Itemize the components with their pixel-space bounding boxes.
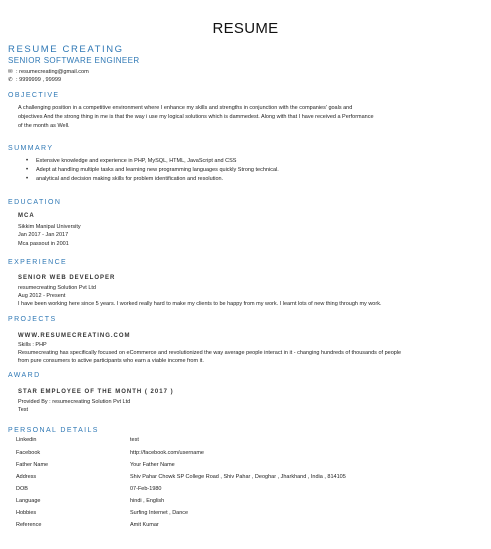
- personal-key: Address: [16, 474, 37, 480]
- experience-description: I have been working here since 5 years. I worked really hard to make my clients to be happy from my work. I learnt lots of new thing through my work.: [18, 301, 382, 307]
- experience-company: resumecreating Solution Pvt Ltd: [18, 285, 96, 291]
- envelope-icon: ✉: [8, 69, 13, 75]
- projects-heading: PROJECTS: [8, 316, 57, 323]
- objective-line-1: A challenging position in a competitive environment where I enhance my skills and strengths in conjunction with the companies' goals and: [18, 105, 353, 111]
- personal-key: Language: [16, 498, 41, 504]
- experience-position: SENIOR WEB DEVELOPER: [18, 275, 116, 281]
- personal-value: Your Father Name: [130, 462, 175, 468]
- candidate-name: RESUME CREATING: [8, 44, 124, 55]
- personal-value: http://facebook.com/username: [130, 450, 204, 456]
- email-text: : resumecreating@gmail.com: [16, 69, 89, 75]
- personal-key: Reference: [16, 522, 42, 528]
- award-note: Test: [18, 407, 29, 413]
- education-school: Sikkim Manipal University: [18, 224, 81, 230]
- education-heading: EDUCATION: [8, 199, 62, 206]
- list-item: • Extensive knowledge and experience in PHP, MySQL, HTML, JavaScript and CSS: [26, 157, 279, 166]
- project-name: WWW.RESUMECREATING.COM: [18, 333, 131, 339]
- personal-key: Hobbies: [16, 510, 37, 516]
- objective-heading: OBJECTIVE: [8, 92, 60, 99]
- project-description-line-2: from pure consumers to active participants who earn a viable income from it.: [18, 358, 204, 364]
- objective-line-2: objectives And the strong thing in me is that the way i use my logical solutions which is dammedest. Along with that I have received a Performance: [18, 114, 374, 120]
- summary-list: [26, 157, 279, 184]
- list-item: • Adept at handling multiple tasks and learning new programming languages quickly Strong technical.: [26, 166, 279, 175]
- award-provider: Provided By : resumecreating Solution Pvt Ltd: [18, 399, 131, 405]
- experience-heading: EXPERIENCE: [8, 259, 68, 266]
- personal-value: Shiv Pahar Chowk SP College Road , Shiv Pahar , Deoghar , Jharkhand , India , 814105: [130, 474, 346, 480]
- personal-key: DOB: [16, 486, 28, 492]
- objective-line-3: of the month as Well.: [18, 123, 70, 129]
- award-title: STAR EMPLOYEE OF THE MONTH ( 2017 ): [18, 389, 174, 395]
- document-title: RESUME: [212, 20, 279, 37]
- education-note: Mca passout in 2001: [18, 241, 69, 247]
- personal-value: Amit Kumar: [130, 522, 159, 528]
- personal-key: Father Name: [16, 462, 49, 468]
- phone-text: : 9999999 , 99999: [16, 77, 62, 83]
- contact-email: [8, 69, 89, 75]
- personal-key: Facebook: [16, 450, 41, 456]
- personal-value: 07-Feb-1980: [130, 486, 162, 492]
- personal-value: hindi , English: [130, 498, 165, 504]
- education-period: Jan 2017 - Jan 2017: [18, 232, 69, 238]
- award-heading: AWARD: [8, 372, 41, 379]
- personal-value: test: [130, 437, 139, 443]
- personal-key: Linkedin: [16, 437, 37, 443]
- list-item: • analytical and decision making skills for problem identification and resolution.: [26, 175, 279, 184]
- summary-heading: SUMMARY: [8, 145, 54, 152]
- personal-details-heading: PERSONAL DETAILS: [8, 427, 99, 434]
- project-description-line-1: Resumecreating has specifically focused on eCommerce and revolutionized the way average people interact in it - changing hundreds of thousands of people: [18, 350, 402, 356]
- experience-period: Aug 2012 - Present: [18, 293, 66, 299]
- personal-value: Surfing Internet , Dance: [130, 510, 189, 516]
- project-skills: Skills : PHP: [18, 342, 47, 348]
- phone-icon: ✆: [8, 77, 13, 83]
- education-degree: MCA: [18, 213, 35, 219]
- contact-phone: [8, 77, 61, 83]
- candidate-role: SENIOR SOFTWARE ENGINEER: [8, 56, 140, 65]
